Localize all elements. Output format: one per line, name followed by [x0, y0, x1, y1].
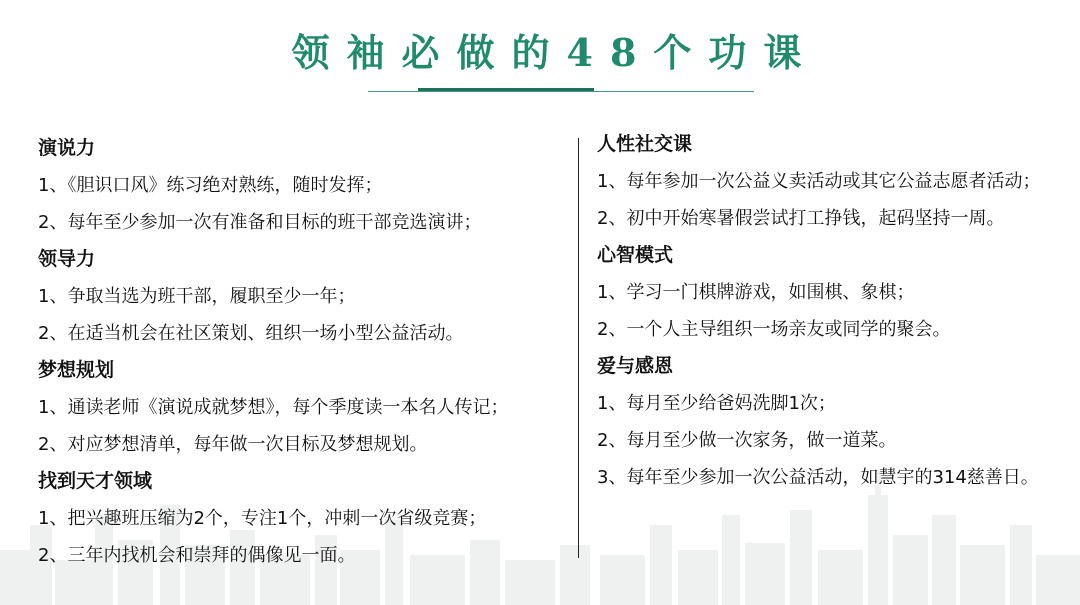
section-title: 领导力: [38, 248, 96, 270]
list-item: 1、把兴趣班压缩为2个，专注1个，冲刺一次省级竞赛；: [38, 508, 487, 529]
list-item: 1、通读老师《演说成就梦想》，每个季度读一本名人传记；: [38, 397, 509, 418]
column-divider: [578, 138, 579, 558]
list-item: 2、初中开始寒暑假尝试打工挣钱，起码坚持一周。: [597, 208, 1005, 229]
list-item: 1、《胆识口风》练习绝对熟练，随时发挥；: [38, 175, 383, 196]
list-item: 1、每月至少给爸妈洗脚1次；: [597, 393, 836, 414]
page-title: 领袖必做的48个功课: [291, 30, 819, 75]
list-item: 1、争取当选为班干部，履职至少一年；: [38, 286, 356, 307]
section-title: 梦想规划: [38, 359, 115, 381]
list-item: 2、在适当机会在社区策划、组织一场小型公益活动。: [38, 323, 464, 344]
left-column: [38, 130, 578, 574]
section-mindset: [597, 237, 1067, 348]
list-item: 2、对应梦想清单，每年做一次目标及梦想规划。: [38, 434, 428, 455]
section-title: 演说力: [38, 137, 96, 159]
title-underline-accent: [418, 88, 594, 91]
section-gratitude: [597, 348, 1067, 496]
list-item: 2、一个人主导组织一场亲友或同学的聚会。: [597, 319, 951, 340]
list-item: 1、学习一门棋牌游戏，如围棋、象棋；: [597, 282, 915, 303]
section-title: 爱与感恩: [597, 355, 674, 377]
section-talent-field: [38, 463, 578, 574]
section-title: 人性社交课: [597, 133, 693, 155]
list-item: 3、每年至少参加一次公益活动，如慧宇的314慈善日。: [597, 467, 1039, 488]
section-leadership: [38, 241, 578, 352]
list-item: 2、每月至少做一次家务，做一道菜。: [597, 430, 897, 451]
section-title: 心智模式: [597, 244, 674, 266]
section-speaking: [38, 130, 578, 241]
right-column: [597, 126, 1067, 496]
section-social: [597, 126, 1067, 237]
section-dream-planning: [38, 352, 578, 463]
section-title: 找到天才领域: [38, 470, 153, 492]
list-item: 2、三年内找机会和崇拜的偶像见一面。: [38, 545, 356, 566]
list-item: 2、每年至少参加一次有准备和目标的班干部竞选演讲；: [38, 212, 482, 233]
list-item: 1、每年参加一次公益义卖活动或其它公益志愿者活动；: [597, 171, 1041, 192]
title-underline-thin: [368, 91, 754, 92]
